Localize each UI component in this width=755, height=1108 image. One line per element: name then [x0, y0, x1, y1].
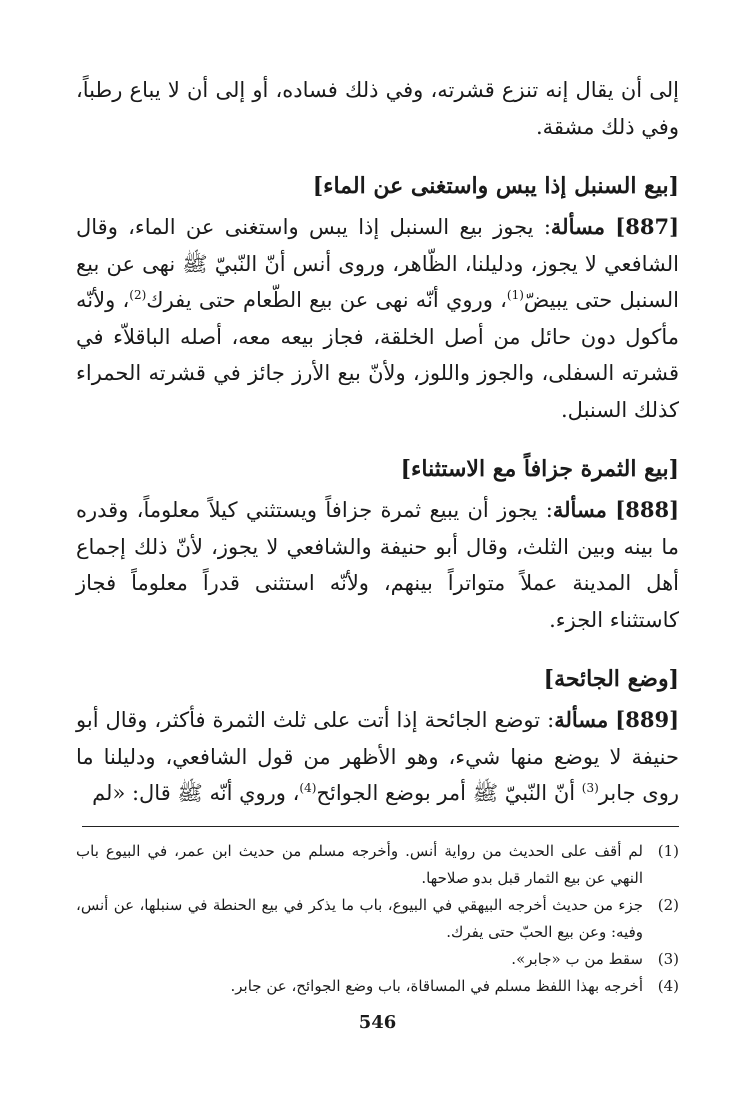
footnote-item — [76, 892, 679, 946]
footnote-text: جزء من حديث أخرجه البيهقي في البيوع، باب ما يذكر في بيع الحنطة في سنبلها، عن أنس، وفيه: وعن بيع الحبّ حتى يفرك. — [76, 896, 643, 941]
footnote-item — [76, 973, 679, 1000]
section-heading-889: [وضع الجائحة] — [543, 666, 679, 692]
issue-number: [889] — [615, 707, 679, 732]
footnote-ref[interactable]: (4) — [299, 781, 317, 795]
footnote-text: لم أقف على الحديث من رواية أنس. وأخرجه مسلم من حديث ابن عمر، في البيوع باب النهي عن بيع الثمار قبل بدو صلاحها. — [76, 842, 643, 887]
section-heading-887: [بيع السنبل إذا يبس واستغنى عن الماء] — [312, 173, 679, 199]
issue-label: مسألة — [554, 707, 609, 732]
paragraph-text: : توضع الجائحة إذا أتت على ثلث الثمرة فأكثر، وقال أبو حنيفة لا يوضع منها شيء، وهو الأظهر من قول الشافعي، ودليلنا ما روى جابر — [76, 708, 679, 805]
footnote-ref[interactable]: (1) — [506, 288, 524, 302]
main-text — [76, 72, 679, 812]
paragraph-text: : يجوز أن يبيع ثمرة جزافاً ويستثني كيلاً معلوماً، وقدره ما بينه وبين الثلث، وقال أبو حنيفة والشافعي لا يجوز، لأنّ ذلك إجماع أهل المدينة عملاً متواتراً بينهم، ولأنّه استثنى قدراً معلوماً فجاز كاستثناء الجزء. — [76, 498, 679, 632]
paragraph-887 — [76, 209, 679, 428]
paragraph-text: ، وروي أنّه نهى عن بيع الطّعام حتى يفرك — [146, 288, 507, 312]
footnote-text: سقط من ب «جابر». — [511, 950, 643, 968]
issue-number: [887] — [615, 214, 679, 239]
footnote-number: (3) — [657, 950, 679, 968]
page-number: 546 — [358, 1012, 397, 1033]
footnote-number: (2) — [657, 896, 679, 914]
issue-number: [888] — [615, 497, 679, 522]
footnotes — [76, 838, 679, 1000]
paragraph-text: أنّ النّبيّ ﷺ أمر بوضع الجوائح — [316, 781, 582, 805]
footnote-text: أخرجه بهذا اللفظ مسلم في المساقاة، باب وضع الجوائح، عن جابر. — [230, 977, 643, 995]
paragraph-888 — [76, 492, 679, 638]
issue-label: مسألة — [550, 214, 605, 239]
footnote-item — [76, 946, 679, 973]
footnote-ref[interactable]: (2) — [129, 288, 147, 302]
footnote-number: (4) — [657, 977, 679, 995]
footnote-ref[interactable]: (3) — [581, 781, 599, 795]
footnote-divider — [82, 826, 679, 827]
footnote-number: (1) — [657, 842, 679, 860]
paragraph-text: ، وروي أنّه ﷺ قال: «لم — [92, 781, 300, 805]
footnote-item — [76, 838, 679, 892]
issue-label: مسألة — [552, 497, 607, 522]
section-heading-888: [بيع الثمرة جزافاً مع الاستثناء] — [400, 456, 679, 482]
paragraph-889 — [76, 702, 679, 812]
paragraph-text: ، ولأنّه مأكول دون حائل من أصل الخلقة، فجاز بيعه معه، أصله الباقلاّء في قشرته السفلى، والجوز واللوز، ولأنّ بيع الأرز جائز في قشرته الحمراء كذلك السنبل. — [76, 288, 679, 422]
paragraph-text: : يجوز بيع السنبل إذا يبس واستغنى عن الماء، وقال الشافعي لا يجوز، ودليلنا، الظّاهر، وروى أنس أنّ النّبيّ ﷺ نهى عن بيع السنبل حتى يبيضّ — [76, 215, 679, 312]
intro-paragraph: إلى أن يقال إنه تنزع قشرته، وفي ذلك فساده، أو إلى أن لا يباع رطباً، وفي ذلك مشقة. — [76, 78, 679, 139]
